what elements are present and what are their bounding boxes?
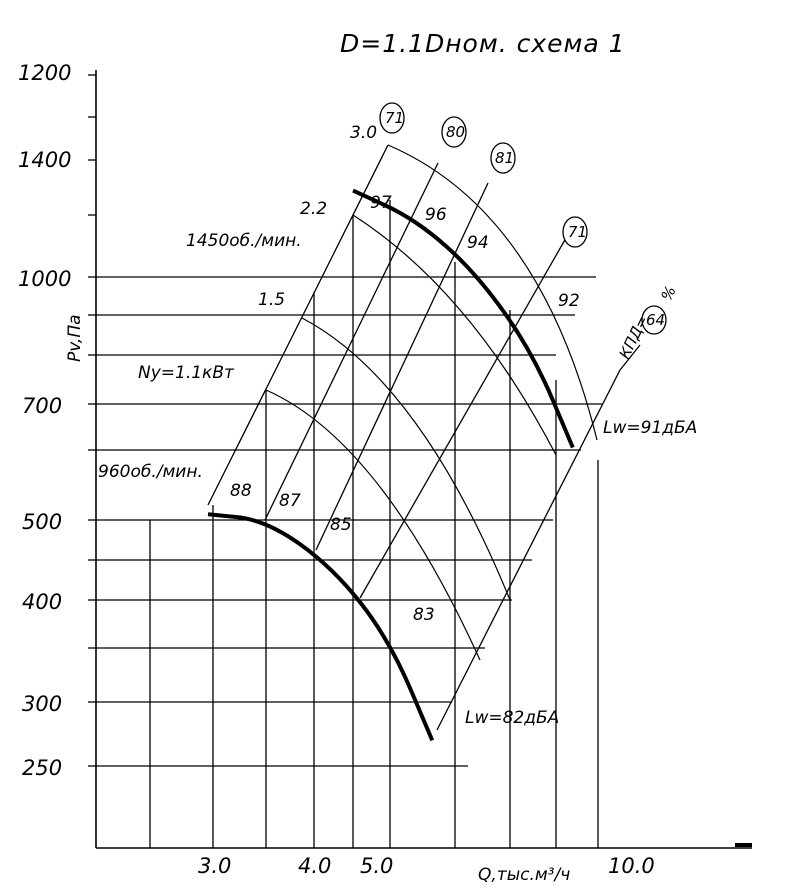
noise-label-91: Lw=91дБА	[603, 418, 698, 438]
y-axis-label-group	[65, 314, 85, 362]
speed-label-1450: 1450об./мин.	[186, 231, 302, 251]
circled-label-3-text: 81	[495, 149, 515, 167]
efficiency-label-83: 83	[413, 605, 435, 625]
y-tick-label-400: 400	[22, 590, 63, 614]
x-tick-label-10.0: 10.0	[608, 854, 655, 878]
power-label-1.1: Ny=1.1кВт	[138, 363, 234, 383]
circled-labels	[380, 103, 666, 334]
efficiency-label-85: 85	[330, 515, 352, 535]
efficiency-label-92: 92	[558, 291, 580, 311]
chart-title: D=1.1Dном. схема 1	[340, 29, 626, 58]
y-tick-label-700: 700	[22, 394, 63, 418]
efficiency-label-88: 88	[230, 481, 252, 501]
power-label-2.2: 2.2	[300, 199, 328, 219]
y-tick-label-1000: 1000	[18, 267, 72, 291]
y-tick-label-1200: 1200	[18, 61, 72, 85]
efficiency-axis-label-group	[615, 312, 651, 361]
y-tick-label-1400: 1400	[18, 148, 72, 172]
arc-1.5	[302, 318, 510, 600]
y-axis-ticks	[88, 75, 96, 766]
efficiency-label-96: 96	[425, 205, 447, 225]
power-label-1.5: 1.5	[258, 290, 286, 310]
y-axis-label: Pv,Па	[65, 314, 85, 362]
circled-label-1-text: 71	[385, 109, 405, 127]
circled-label-2-text: 80	[446, 123, 466, 141]
efficiency-label-94: 94	[467, 233, 489, 253]
performance-curve-2	[208, 514, 432, 740]
efficiency-unit: %	[657, 283, 680, 304]
circled-label-5-text: 64	[646, 311, 666, 329]
x-axis-label: Q,тыс.м³/ч	[478, 865, 571, 885]
y-tick-label-250: 250	[22, 756, 63, 780]
speed-label-960: 960об./мин.	[98, 462, 203, 482]
efficiency-unit-group	[657, 283, 679, 304]
efficiency-axis-label: КПД=	[615, 312, 652, 362]
x-tick-label-4.0: 4.0	[298, 854, 332, 878]
y-tick-label-300: 300	[22, 692, 63, 716]
vertical-grid	[150, 200, 598, 848]
x-tick-label-3.0: 3.0	[198, 854, 232, 878]
power-label-3.0: 3.0	[350, 123, 378, 143]
performance-curve-1	[353, 191, 573, 448]
x-tick-label-5.0: 5.0	[360, 854, 394, 878]
circled-label-4-text: 71	[568, 223, 588, 241]
efficiency-label-97: 97	[370, 193, 392, 213]
efficiency-label-87: 87	[279, 491, 301, 511]
noise-label-82: Lw=82дБА	[465, 708, 560, 728]
y-tick-label-500: 500	[22, 510, 63, 534]
